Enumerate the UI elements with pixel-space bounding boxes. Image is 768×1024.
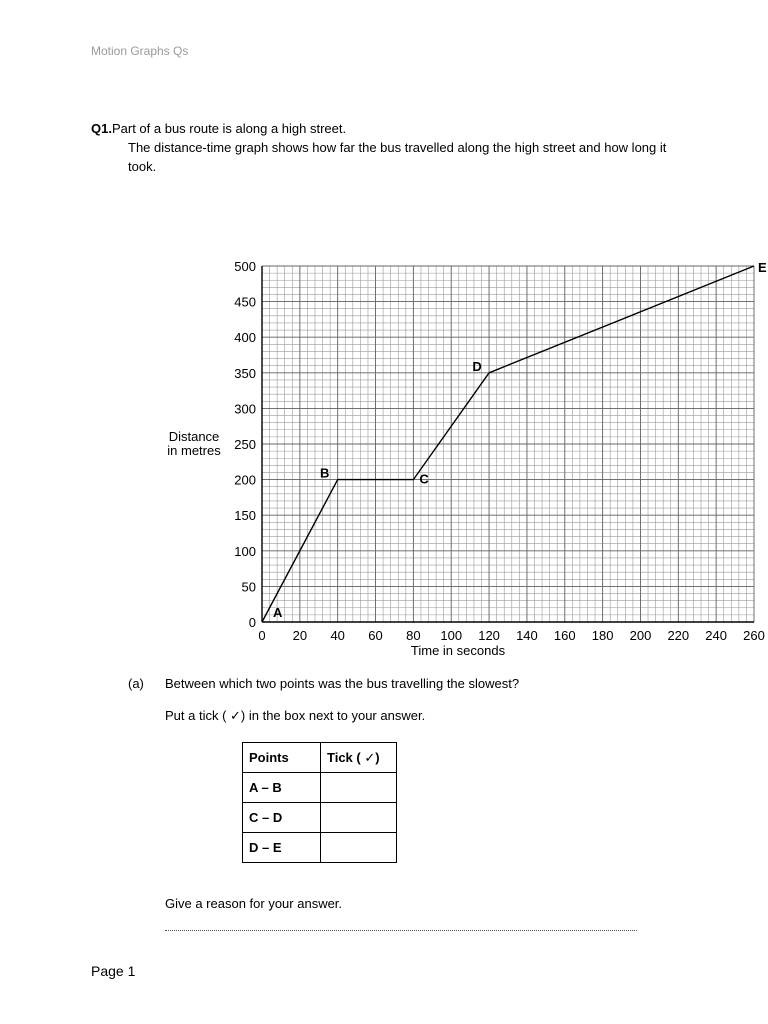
answer-table-header — [243, 743, 397, 773]
part-a-instruction: Put a tick ( ✓) in the box next to your answer. — [165, 708, 426, 723]
x-tick-label: 140 — [516, 628, 538, 643]
y-tick-label: 250 — [234, 437, 256, 452]
table-row — [243, 773, 397, 803]
point-label: C — [419, 471, 429, 487]
tick-box[interactable] — [321, 773, 397, 803]
header-points: Points — [243, 743, 321, 773]
table-row — [243, 803, 397, 833]
tick-box[interactable] — [321, 803, 397, 833]
row-points: A – B — [243, 773, 321, 803]
x-tick-label: 40 — [330, 628, 345, 643]
x-tick-label: 200 — [629, 628, 652, 643]
x-tick-label: 0 — [258, 628, 266, 643]
x-tick-label: 60 — [368, 628, 383, 643]
row-points: C – D — [243, 803, 321, 833]
x-axis-label: Time in seconds — [410, 643, 506, 658]
part-a-label: (a) — [128, 676, 144, 691]
y-tick-label: 500 — [234, 259, 256, 274]
point-label: E — [758, 260, 767, 275]
y-tick-label: 150 — [234, 508, 256, 524]
question-number: Q1. — [91, 121, 112, 136]
answer-line[interactable] — [165, 930, 637, 931]
y-axis-label: Distance — [168, 429, 220, 444]
question-body: The distance-time graph shows how far the bus travelled along the high street and how long it took. — [128, 140, 667, 174]
x-tick-label: 80 — [406, 628, 421, 643]
reason-prompt: Give a reason for your answer. — [165, 896, 343, 911]
x-tick-label: 160 — [553, 628, 576, 643]
x-tick-label: 220 — [667, 628, 690, 643]
point-label: B — [319, 465, 330, 481]
answer-table — [242, 742, 397, 863]
page-number: Page 1 — [91, 963, 136, 979]
x-tick-label: 120 — [478, 628, 500, 643]
part-a-question: Between which two points was the bus travelling the slowest? — [165, 676, 520, 691]
y-tick-label: 350 — [234, 365, 256, 381]
y-tick-label: 450 — [234, 294, 256, 310]
y-tick-label: 100 — [234, 543, 256, 559]
y-tick-label: 200 — [234, 472, 256, 488]
y-axis-label: in metres — [167, 443, 221, 458]
x-tick-label: 180 — [591, 628, 614, 643]
y-tick-label: 400 — [234, 330, 256, 346]
header-tick: Tick ( ✓) — [321, 743, 397, 773]
y-tick-label: 50 — [241, 579, 256, 595]
x-tick-label: 100 — [440, 628, 463, 643]
point-label: A — [273, 605, 283, 620]
row-points: D – E — [243, 833, 321, 863]
tick-box[interactable] — [321, 833, 397, 863]
x-tick-label: 20 — [292, 628, 308, 643]
y-tick-label: 300 — [234, 401, 256, 417]
question-intro-text: Part of a bus route is along a high street. — [111, 121, 347, 136]
y-tick-label: 0 — [248, 615, 256, 630]
x-tick-label: 260 — [743, 628, 765, 643]
table-row — [243, 833, 397, 863]
x-tick-label: 240 — [705, 628, 728, 643]
point-label: D — [472, 358, 482, 374]
page-header: Motion Graphs Qs — [91, 44, 189, 58]
